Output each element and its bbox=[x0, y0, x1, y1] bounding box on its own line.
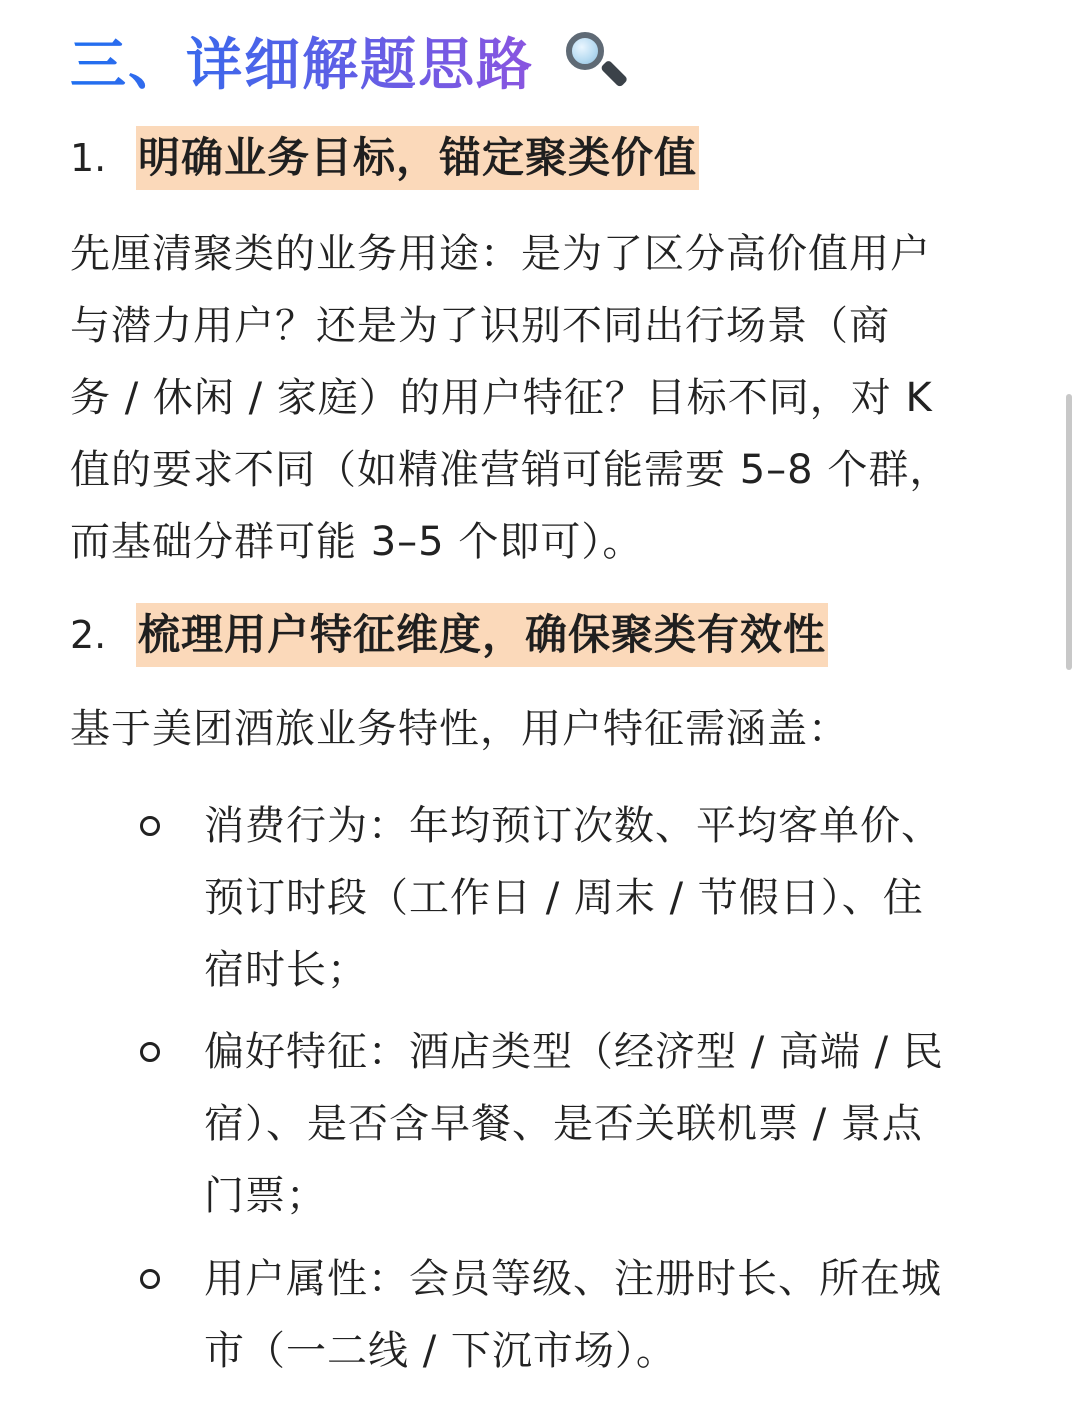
step-2-heading-text: 梳理用户特征维度，确保聚类有效性 bbox=[136, 603, 828, 667]
paragraph-line: 与潜力用户？还是为了识别不同出行场景（商 bbox=[70, 303, 890, 349]
step-2-paragraph bbox=[70, 693, 1010, 765]
list-item-line: 市（一二线 / 下沉市场）。 bbox=[204, 1328, 677, 1374]
bullet-marker bbox=[140, 816, 160, 836]
list-item-line: 用户属性：会员等级、注册时长、所在城 bbox=[204, 1256, 942, 1302]
step-2-heading bbox=[70, 603, 828, 667]
list-item-line: 偏好特征：酒店类型（经济型 / 高端 / 民 bbox=[204, 1029, 944, 1075]
list-item-line: 预订时段（工作日 / 周末 / 节假日）、住 bbox=[204, 875, 924, 921]
paragraph-line: 值的要求不同（如精准营销可能需要 5–8 个群， bbox=[70, 447, 951, 493]
paragraph-line: 先厘清聚类的业务用途：是为了区分高价值用户 bbox=[70, 231, 931, 277]
list-item-line: 门票； bbox=[204, 1173, 327, 1219]
step-2-number: 2. bbox=[70, 613, 107, 657]
scrollbar-thumb[interactable] bbox=[1066, 394, 1072, 670]
step-1-heading-text: 明确业务目标，锚定聚类价值 bbox=[136, 126, 699, 190]
paragraph-line: 务 / 休闲 / 家庭）的用户特征？目标不同，对 K bbox=[70, 375, 933, 421]
list-item-line: 宿时长； bbox=[204, 947, 368, 993]
bullet-marker bbox=[140, 1269, 160, 1289]
step-1-heading bbox=[70, 126, 699, 190]
list-item-line: 宿）、是否含早餐、是否关联机票 / 景点 bbox=[204, 1101, 923, 1147]
bullet-marker bbox=[140, 1042, 160, 1062]
step-1-paragraph bbox=[70, 218, 1010, 578]
section-title-row bbox=[70, 26, 626, 96]
magnifying-glass-icon bbox=[560, 28, 626, 94]
paragraph-line: 基于美团酒旅业务特性，用户特征需涵盖： bbox=[70, 706, 849, 752]
list-item-line: 消费行为：年均预订次数、平均客单价、 bbox=[204, 803, 942, 849]
section-title: 三、详细解题思路 bbox=[70, 21, 534, 101]
paragraph-line: 而基础分群可能 3–5 个即可）。 bbox=[70, 519, 644, 565]
step-1-number: 1. bbox=[70, 136, 107, 180]
